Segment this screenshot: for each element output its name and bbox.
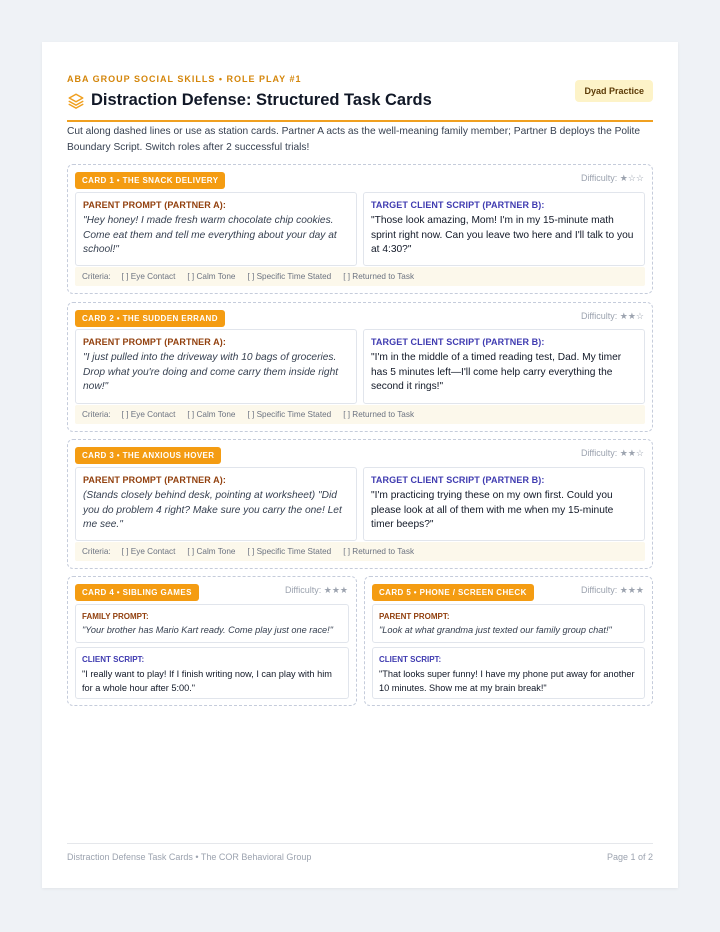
difficulty-rating: Difficulty: ★☆☆	[580, 173, 644, 183]
criterion-returned-to-task: [ ] Returned to Task	[343, 547, 415, 556]
card-label: CARD 1 • THE SNACK DELIVERY	[75, 172, 225, 189]
task-card-5	[364, 576, 653, 706]
client-script-text: "I really want to play! If I finish writing now, I can play with him for a whole hour after 5:00."	[82, 669, 332, 693]
client-script-box	[363, 329, 645, 404]
page-title: Distraction Defense: Structured Task Cards	[91, 91, 432, 109]
parent-prompt-text: "Look at what grandma just texted our family group chat!"	[379, 625, 612, 635]
footer-divider	[67, 843, 653, 844]
card-label: CARD 5 • PHONE / SCREEN CHECK	[372, 584, 534, 601]
client-script-heading: CLIENT SCRIPT:	[379, 655, 442, 664]
criterion-returned-to-task: [ ] Returned to Task	[343, 410, 415, 419]
parent-prompt-text: "I just pulled into the driveway with 10 bags of groceries. Drop what you're doing and come carry them inside right now!"	[83, 352, 339, 392]
layers-icon	[67, 92, 85, 110]
parent-prompt-box	[372, 604, 645, 643]
criteria-row	[75, 542, 645, 561]
task-card-1	[67, 164, 653, 294]
criteria-label: Criteria:	[82, 547, 111, 556]
footer-credit: Distraction Defense Task Cards • The COR Behavioral Group	[67, 852, 312, 862]
header-divider	[67, 120, 653, 122]
parent-prompt-box	[75, 192, 357, 266]
client-script-heading: TARGET CLIENT SCRIPT (PARTNER B):	[371, 200, 545, 210]
family-prompt-text: "Your brother has Mario Kart ready. Come play just one race!"	[82, 625, 333, 635]
task-card-page	[42, 42, 678, 888]
client-script-box	[372, 647, 645, 699]
difficulty-rating: Difficulty: ★★★	[580, 585, 644, 595]
client-script-box	[363, 467, 645, 541]
criteria-label: Criteria:	[82, 410, 111, 419]
parent-prompt-heading: PARENT PROMPT (PARTNER A):	[83, 337, 226, 347]
family-prompt-heading: FAMILY PROMPT:	[82, 612, 149, 621]
criterion-calm-tone: [ ] Calm Tone	[187, 410, 236, 419]
client-script-box	[75, 647, 349, 699]
parent-prompt-text: (Stands closely behind desk, pointing at worksheet) "Did you do problem 4 right? Make sure you carry the one! Let me see."	[83, 490, 342, 530]
client-script-text: "That looks super funny! I have my phone put away for another 10 minutes. Show me at my brain break!"	[379, 669, 635, 693]
page-number: Page 1 of 2	[606, 852, 653, 862]
client-script-box	[363, 192, 645, 266]
criterion-calm-tone: [ ] Calm Tone	[187, 547, 236, 556]
client-script-text: "I'm practicing trying these on my own first. Could you please look at all of them with me when my 15-minute timer beeps?"	[371, 490, 614, 530]
parent-prompt-heading: PARENT PROMPT:	[379, 612, 450, 621]
family-prompt-box	[75, 604, 349, 643]
criterion-eye-contact: [ ] Eye Contact	[121, 410, 176, 419]
client-script-heading: TARGET CLIENT SCRIPT (PARTNER B):	[371, 475, 545, 485]
client-script-text: "I'm in the middle of a timed reading test, Dad. My timer has 5 minutes left—I'll come help carry everything the second it rings!"	[371, 352, 622, 392]
difficulty-rating: Difficulty: ★★☆	[580, 311, 644, 321]
parent-prompt-heading: PARENT PROMPT (PARTNER A):	[83, 475, 226, 485]
parent-prompt-box	[75, 329, 357, 404]
client-script-text: "Those look amazing, Mom! I'm in my 15-minute math sprint right now. Can you leave two here and I'll talk to you at 4:30?"	[371, 215, 634, 255]
title-row	[67, 91, 432, 110]
criterion-returned-to-task: [ ] Returned to Task	[343, 272, 415, 281]
task-card-3	[67, 439, 653, 569]
difficulty-rating: Difficulty: ★★★	[284, 585, 348, 595]
client-script-heading: TARGET CLIENT SCRIPT (PARTNER B):	[371, 337, 545, 347]
dyad-practice-badge: Dyad Practice	[575, 80, 653, 102]
criterion-eye-contact: [ ] Eye Contact	[121, 272, 176, 281]
card-label: CARD 3 • THE ANXIOUS HOVER	[75, 447, 221, 464]
client-script-heading: CLIENT SCRIPT:	[82, 655, 145, 664]
task-card-4	[67, 576, 357, 706]
criterion-calm-tone: [ ] Calm Tone	[187, 272, 236, 281]
card-label: CARD 4 • SIBLING GAMES	[75, 584, 199, 601]
parent-prompt-text: "Hey honey! I made fresh warm chocolate chip cookies. Come eat them and tell me everything about your day at school!"	[83, 215, 337, 255]
criterion-specific-time: [ ] Specific Time Stated	[247, 272, 332, 281]
criterion-eye-contact: [ ] Eye Contact	[121, 547, 176, 556]
task-card-2	[67, 302, 653, 432]
parent-prompt-heading: PARENT PROMPT (PARTNER A):	[83, 200, 226, 210]
intro-text: Cut along dashed lines or use as station cards. Partner A acts as the well-meaning family member; Partner B deploys the Polite Boundary Script. Switch roles after 2 successful trials!	[67, 126, 641, 153]
criteria-row	[75, 267, 645, 286]
eyebrow: ABA GROUP SOCIAL SKILLS • ROLE PLAY #1	[67, 74, 302, 84]
criterion-specific-time: [ ] Specific Time Stated	[247, 547, 332, 556]
card-label: CARD 2 • THE SUDDEN ERRAND	[75, 310, 225, 327]
difficulty-rating: Difficulty: ★★☆	[580, 448, 644, 458]
criteria-row	[75, 405, 645, 424]
parent-prompt-box	[75, 467, 357, 541]
criterion-specific-time: [ ] Specific Time Stated	[247, 410, 332, 419]
criteria-label: Criteria:	[82, 272, 111, 281]
